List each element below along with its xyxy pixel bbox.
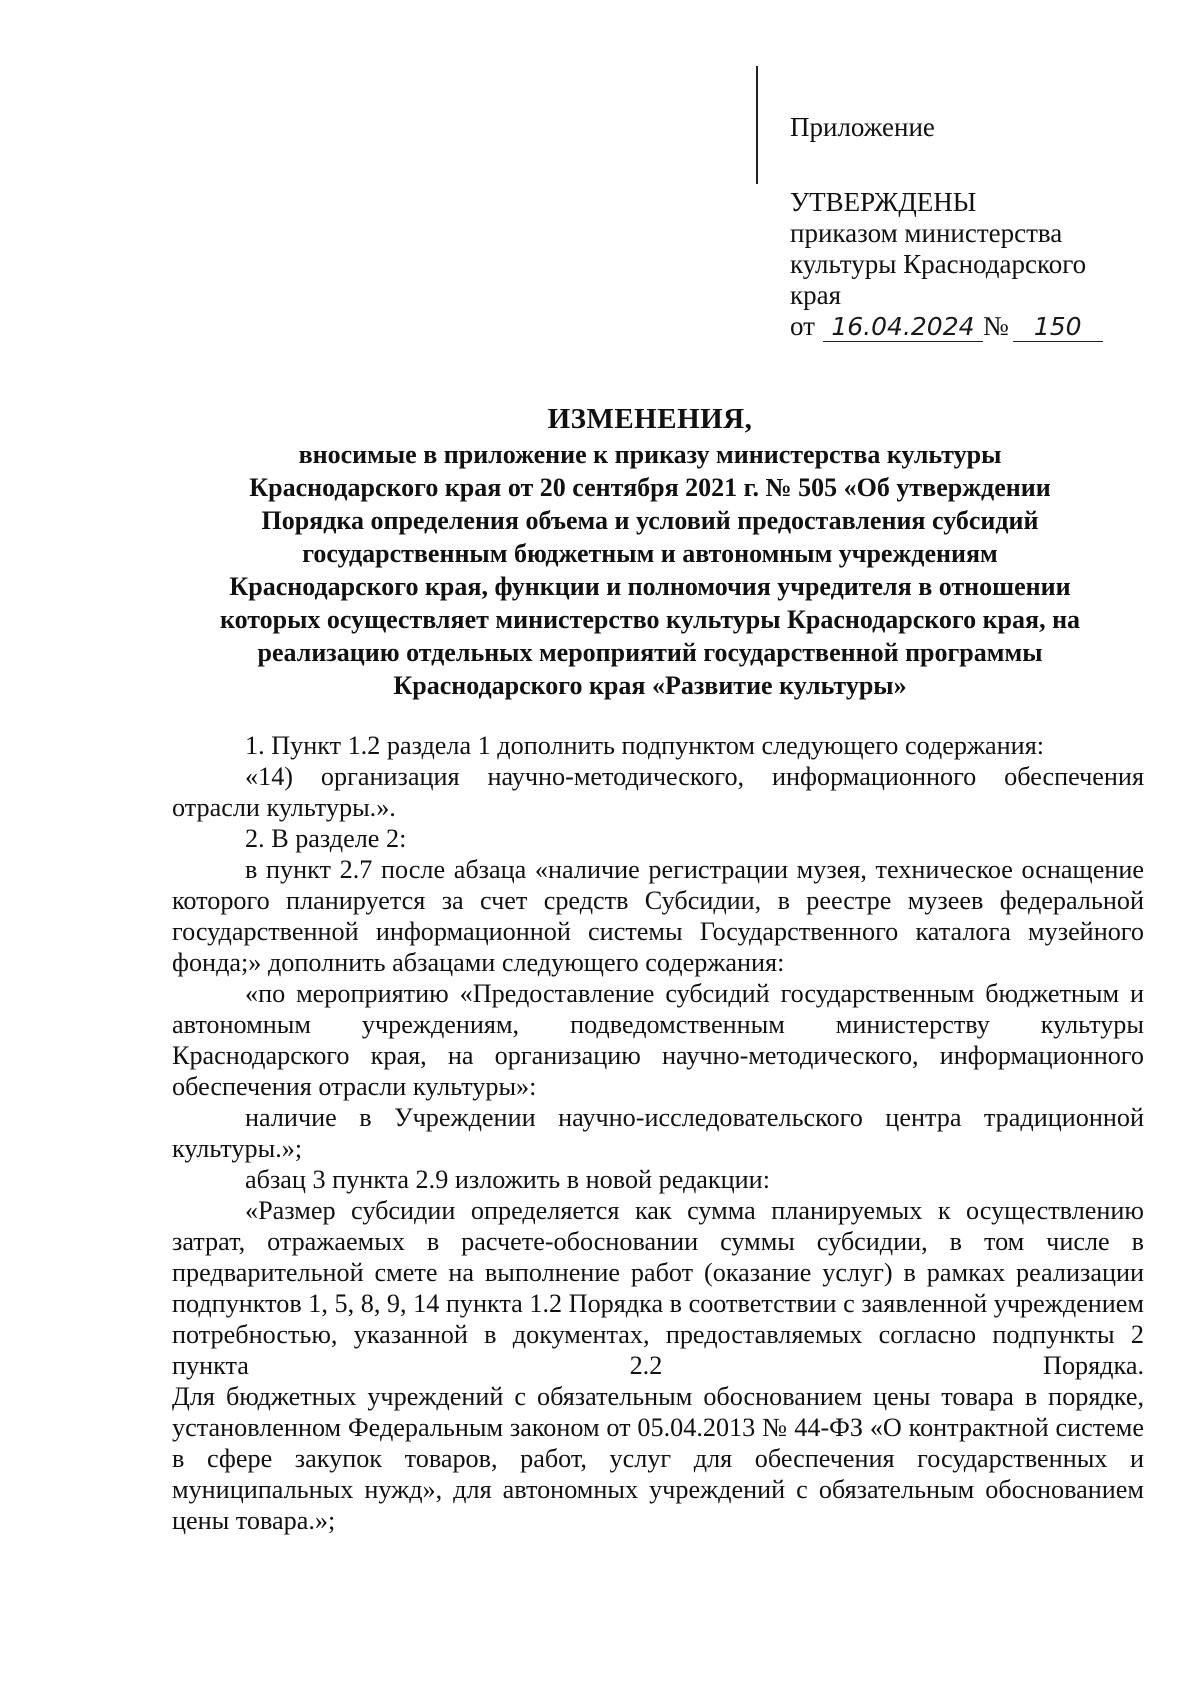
margin-line: [756, 66, 758, 184]
paragraph: наличие в Учреждении научно-исследовательского центра традиционной культуры.»;: [172, 1103, 1144, 1163]
paragraph: «14) организация научно-методического, информационного обеспечения отрасли культуры.».: [172, 762, 1144, 822]
subtitle-line: Краснодарского края от 20 сентября 2021 г. № 505 «Об утверждении: [249, 473, 1051, 502]
subtitle-line: реализацию отдельных мероприятий государственной программы: [257, 638, 1043, 667]
date-number-line: [790, 311, 1103, 342]
from-label: от: [790, 311, 815, 341]
number-label: №: [982, 311, 1009, 341]
paragraph: абзац 3 пункта 2.9 изложить в новой редакции:: [245, 1165, 770, 1194]
paragraph: «по мероприятию «Предоставление субсидий государственным бюджетным и автономным учреждениям, подведомственным министерству культуры Краснодарского края, на организацию научно-методического, информационного обеспечения отрасли культуры»:: [172, 979, 1144, 1101]
appendix-label: Приложение: [790, 112, 935, 142]
approval-block: [790, 112, 1103, 342]
approved-by-line-3: края: [790, 280, 842, 310]
document-body: [172, 730, 1144, 1536]
approved-label: УТВЕРЖДЕНЫ: [790, 187, 977, 217]
approved-by-line-1: приказом министерства: [790, 218, 1063, 248]
subtitle-line: вносимые в приложение к приказу министерства культуры: [298, 440, 1002, 469]
subtitle-line: Краснодарского края, функции и полномочия учредителя в отношении: [229, 572, 1071, 601]
handwritten-date: 16.04.2024: [823, 313, 983, 342]
approved-by-line-2: культуры Краснодарского: [790, 249, 1087, 279]
paragraph: Для бюджетных учреждений с обязательным обоснованием цены товара в порядке, установленном Федеральным законом от 05.04.2013 № 44-ФЗ «О контрактной системе в сфере закупок товаров, работ, услуг для обеспечения государственных и муниципальных нужд», для автономных учреждений с обязательным обоснованием цены товара.»;: [172, 1382, 1144, 1535]
paragraph: в пункт 2.7 после абзаца «наличие регистрации музея, техническое оснащение которого планируется за счет средств Субсидии, в реестре музеев федеральной государственной информационной системы Государственного каталога музейного фонда;» дополнить абзацами следующего содержания:: [172, 855, 1144, 977]
title-subtitle: [170, 438, 1130, 702]
paragraph: 1. Пункт 1.2 раздела 1 дополнить подпунктом следующего содержания:: [245, 731, 1045, 760]
paragraph: «Размер субсидии определяется как сумма планируемых к осуществлению затрат, отражаемых в расчете-обосновании суммы субсидии, в том числе в предварительной смете на выполнение работ (оказание услуг) в рамках реализации подпунктов 1, 5, 8, 9, 14 пункта 1.2 Порядка в соответствии с заявленной учреждением потребностью, указанной в документах, предоставляемых согласно подпункты 2 пункта 2.2 Порядка.: [172, 1196, 1144, 1380]
subtitle-line: Порядка определения объема и условий предоставления субсидий: [261, 506, 1039, 535]
document-title: [170, 402, 1130, 702]
subtitle-line: государственным бюджетным и автономным учреждениям: [302, 539, 998, 568]
paragraph: 2. В разделе 2:: [245, 824, 407, 853]
title-main: ИЗМЕНЕНИЯ,: [547, 403, 753, 435]
subtitle-line: которых осуществляет министерство культуры Краснодарского края, на: [219, 605, 1081, 634]
subtitle-line: Краснодарского края «Развитие культуры»: [393, 671, 907, 700]
handwritten-number: 150: [1013, 313, 1103, 342]
